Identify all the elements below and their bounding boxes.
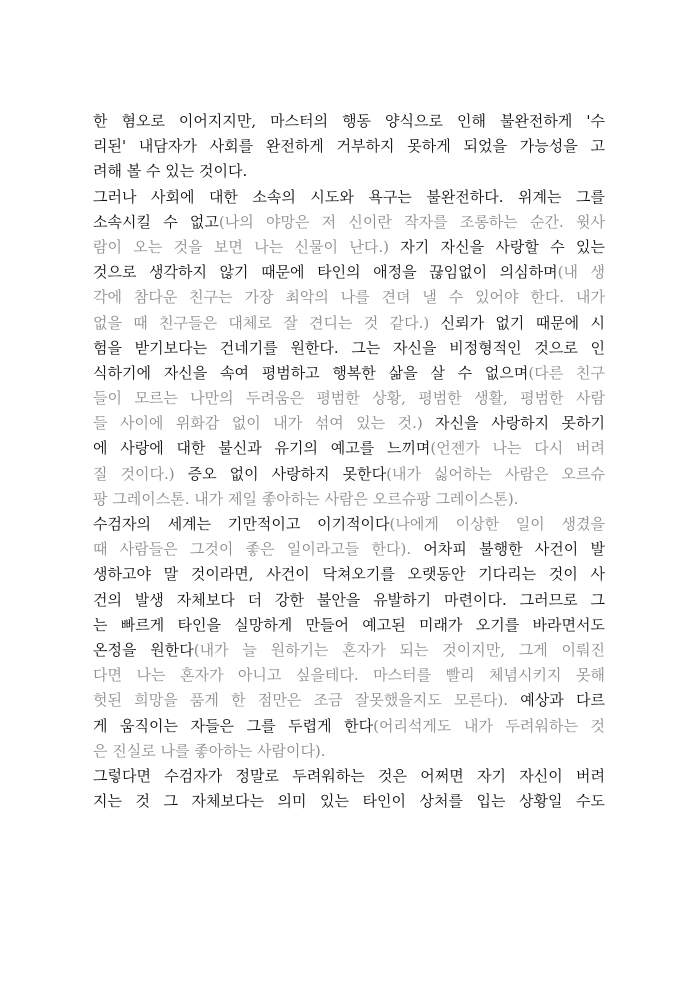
quoted-response-text: 팡 그레이스톤. 내가 제일 좋아하는 사람은 오르슈팡 그레이스톤). xyxy=(93,489,519,508)
quoted-response-text: 때 사람들은 그것이 좋은 일이라고들 한다). xyxy=(93,540,412,559)
body-text-segment: 수검자의 세계는 기만적이고 이기적이다 xyxy=(93,515,390,533)
body-text-segment: 어차피 불행한 사건이 발 xyxy=(411,540,605,559)
text-line xyxy=(93,210,605,235)
body-text-segment: 한 혐오로 이어지지만, 마스터의 행동 양식으로 인해 불완전하게 '수 xyxy=(93,112,605,130)
body-text-segment: 려해 볼 수 있는 것이다. xyxy=(93,162,248,181)
quoted-response-text: 헛된 희망을 품게 한 점만은 조금 잘못했을지도 모른다). xyxy=(93,691,509,710)
quoted-response-text: (어리석게도 내가 두려워하는 것 xyxy=(373,716,605,735)
text-line xyxy=(93,588,605,613)
quoted-response-text: (내가 싫어하는 사람은 오르슈 xyxy=(386,464,605,483)
text-line xyxy=(93,386,605,411)
text-line xyxy=(93,109,605,134)
quoted-response-text: (내가 늘 원하기는 혼자가 되는 것이지만, 그게 이뤄진 xyxy=(193,640,605,659)
text-line xyxy=(93,361,605,386)
text-line xyxy=(93,285,605,310)
text-line xyxy=(93,185,605,210)
text-line xyxy=(93,613,605,638)
quoted-response-text: 은 진실로 나를 좋아하는 사람이다). xyxy=(93,741,326,760)
text-line xyxy=(93,462,605,487)
body-text-segment: 그렇다면 수검자가 정말로 두려워하는 것은 어쩌면 자기 자신이 버려 xyxy=(93,766,605,785)
body-text-segment: 는 빠르게 타인을 실망하게 만들어 예고된 미래가 오기를 바라면서도 xyxy=(93,615,605,634)
body-text-segment: 그러나 사회에 대한 소속의 시도와 욕구는 불완전하다. 위계는 그를 xyxy=(93,187,605,206)
quoted-response-text: 들 사이에 위화감 없이 내가 섞여 있는 것.) xyxy=(93,414,423,433)
text-line xyxy=(93,714,605,739)
quoted-response-text: 다면 나는 혼자가 아니고 싶을테다. 마스터를 빨리 체념시키지 못해 xyxy=(93,666,605,685)
body-text-segment: 예상과 다르 xyxy=(508,691,605,710)
body-text-segment: 소속시킬 수 없고 xyxy=(93,212,219,231)
text-line xyxy=(93,537,605,562)
body-text-segment: 건의 발생 자체보다 더 강한 불안을 유발하기 마련이다. 그러므로 그 xyxy=(93,590,605,609)
text-line xyxy=(93,512,605,537)
quoted-response-text: 각에 참다운 친구는 가장 최악의 나를 견뎌 낼 수 있어야 한다. 내가 xyxy=(93,288,605,307)
body-text-segment: 자기 자신을 사랑할 수 있는 xyxy=(388,237,605,256)
quoted-response-text: 들이 모르는 나만의 두려움은 평범한 상황, 평범한 생활, 평범한 사람 xyxy=(93,389,605,408)
text-line xyxy=(93,235,605,260)
text-line xyxy=(93,487,605,512)
text-line xyxy=(93,739,605,764)
body-text-segment: 자신을 사랑하지 못하기 xyxy=(422,414,605,433)
quoted-response-text: (내 생 xyxy=(557,263,605,282)
text-line xyxy=(93,562,605,587)
text-line xyxy=(93,638,605,663)
quoted-response-text: (나에게 이상한 일이 생겼을 xyxy=(389,515,605,533)
body-text-segment: 험을 받기보다는 건네기를 원한다. 그는 자신을 비정형적인 것으로 인 xyxy=(93,338,605,357)
quoted-response-text: 람이 오는 것을 보면 나는 신물이 난다.) xyxy=(93,237,389,256)
quoted-response-text: (나의 야망은 저 신이란 작자를 조롱하는 순간. 윗사 xyxy=(218,212,605,231)
text-line xyxy=(93,336,605,361)
text-line xyxy=(93,789,605,814)
body-text-segment: 에 사랑에 대한 불신과 유기의 예고를 느끼며 xyxy=(93,439,431,458)
text-line xyxy=(93,311,605,336)
quoted-response-text: 없을 때 친구들은 대체로 잘 견디는 것 같다.) xyxy=(93,313,430,332)
body-text-segment: 게 움직이는 자들은 그를 두렵게 한다 xyxy=(93,716,374,735)
text-line xyxy=(93,688,605,713)
body-text-segment: 식하기에 자신을 속여 평범하고 행복한 삶을 살 수 없으며 xyxy=(93,363,529,382)
body-text-segment: 리된' 내담자가 사회를 완전하게 거부하지 못하게 되었을 가능성을 고 xyxy=(93,137,605,156)
body-text xyxy=(93,109,605,814)
body-text-segment: 온정을 원한다 xyxy=(93,640,194,659)
body-text-segment: 지는 것 그 자체보다는 의미 있는 타인이 상처를 입는 상황일 수도 xyxy=(93,792,605,811)
body-text-segment: 생하고야 말 것이라면, 사건이 닥쳐오기를 오랫동안 기다리는 것이 사 xyxy=(93,565,605,584)
text-line xyxy=(93,260,605,285)
body-text-segment: 증오 없이 사랑하지 못한다 xyxy=(174,464,387,483)
text-line xyxy=(93,436,605,461)
quoted-response-text: (다른 친구 xyxy=(528,363,605,382)
text-line xyxy=(93,663,605,688)
quoted-response-text: (언젠가 나는 다시 버려 xyxy=(430,439,605,458)
quoted-response-text: 질 것이다.) xyxy=(93,464,175,483)
text-line xyxy=(93,134,605,159)
text-line xyxy=(93,764,605,789)
body-text-segment: 신뢰가 없기 때문에 시 xyxy=(429,313,605,332)
text-line xyxy=(93,411,605,436)
body-text-segment: 것으로 생각하지 않기 때문에 타인의 애정을 끊임없이 의심하며 xyxy=(93,263,558,282)
text-line xyxy=(93,159,605,184)
